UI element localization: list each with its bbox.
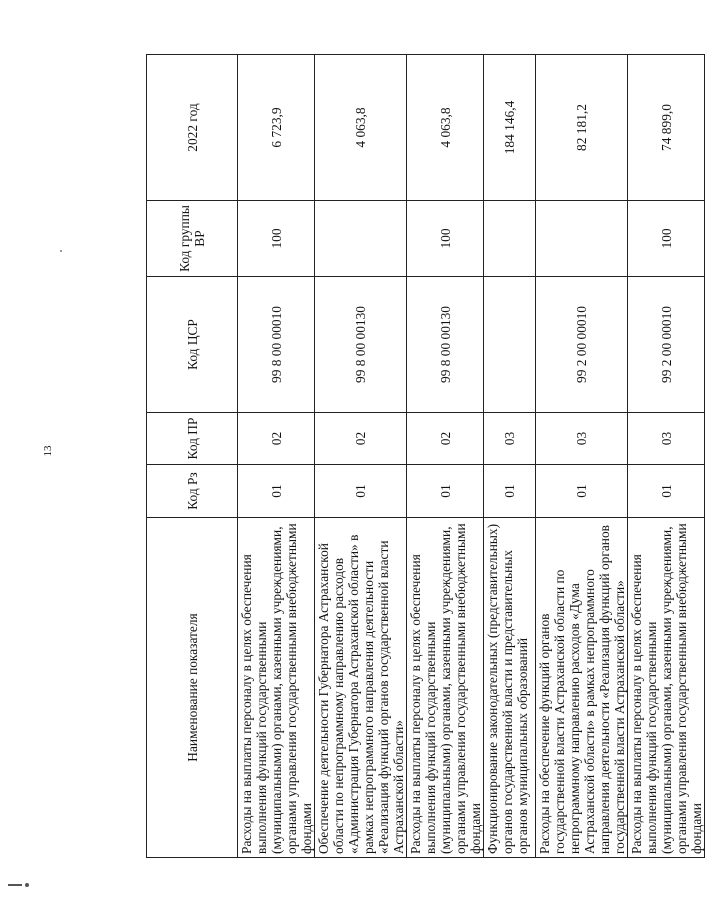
row-vr: 100	[238, 201, 315, 277]
row-name: Расходы на обеспечение функций органов государственной власти Астраханской области по непрограммному направлению расходов «Дума Астраханской области» в рамках непрограммного направления деятельности «Реализация функций органов государственной власти Астраханской области»	[536, 518, 628, 858]
row-vr	[484, 201, 536, 277]
row-csr: 99 8 00 00130	[407, 277, 484, 413]
row-name: Расходы на выплаты персоналу в целях обеспечения выполнения функций государственными (муниципальными) органами, казенными учреждениями, органами управления государственными внебюджетными фондами	[407, 518, 484, 858]
row-amount: 82 181,2	[536, 55, 628, 201]
row-csr: 99 2 00 00010	[628, 277, 705, 413]
table-row	[238, 55, 315, 858]
header-pr: Код ПР	[147, 413, 238, 465]
header-year: 2022 год	[147, 55, 238, 201]
table-header-row	[147, 55, 238, 858]
row-name: Расходы на выплаты персоналу в целях обеспечения выполнения функций государственными (муниципальными) органами, казенными учреждениями, органами управления государственными внебюджетными фондами	[628, 518, 705, 858]
row-name: Функционирование законодательных (представительных) органов государственной власти и представительных органов муниципальных образований	[484, 518, 536, 858]
header-csr: Код ЦСР	[147, 277, 238, 413]
scan-dot	[25, 883, 29, 887]
budget-table	[146, 54, 705, 858]
header-vr: Код группы ВР	[147, 201, 238, 277]
row-rz: 01	[484, 465, 536, 518]
row-rz: 01	[536, 465, 628, 518]
row-csr: 99 8 00 00010	[238, 277, 315, 413]
row-pr: 03	[536, 413, 628, 465]
table-row	[315, 55, 407, 858]
row-amount: 184 146,4	[484, 55, 536, 201]
rotated-table-wrapper	[146, 55, 704, 858]
row-csr: 99 8 00 00130	[315, 277, 407, 413]
table-row	[484, 55, 536, 858]
row-csr	[484, 277, 536, 413]
row-vr	[315, 201, 407, 277]
row-rz: 01	[315, 465, 407, 518]
row-amount: 4 063,8	[315, 55, 407, 201]
table-row	[628, 55, 705, 858]
row-rz: 01	[628, 465, 705, 518]
scan-mark	[8, 884, 22, 886]
row-pr: 03	[628, 413, 705, 465]
header-name: Наименование показателя	[147, 518, 238, 858]
row-amount: 74 899,0	[628, 55, 705, 201]
row-name: Обеспечение деятельности Губернатора Астраханской области по непрограммному направлению расходов «Администрация Губернатора Астраханской области» в рамках непрограммного направления деятельности «Реализация функций органов государственной власти Астраханской области»	[315, 518, 407, 858]
scan-dot	[60, 250, 62, 252]
header-rz: Код Рз	[147, 465, 238, 518]
row-amount: 6 723,9	[238, 55, 315, 201]
page-number: 13	[42, 445, 54, 457]
row-amount: 4 063,8	[407, 55, 484, 201]
row-pr: 02	[315, 413, 407, 465]
row-vr: 100	[407, 201, 484, 277]
row-name: Расходы на выплаты персоналу в целях обеспечения выполнения функций государственными (муниципальными) органами, казенными учреждениями, органами управления государственными внебюджетными фондами	[238, 518, 315, 858]
row-pr: 02	[407, 413, 484, 465]
table-row	[536, 55, 628, 858]
row-vr: 100	[628, 201, 705, 277]
row-rz: 01	[407, 465, 484, 518]
table-row	[407, 55, 484, 858]
row-pr: 02	[238, 413, 315, 465]
row-rz: 01	[238, 465, 315, 518]
row-csr: 99 2 00 00010	[536, 277, 628, 413]
row-pr: 03	[484, 413, 536, 465]
row-vr	[536, 201, 628, 277]
